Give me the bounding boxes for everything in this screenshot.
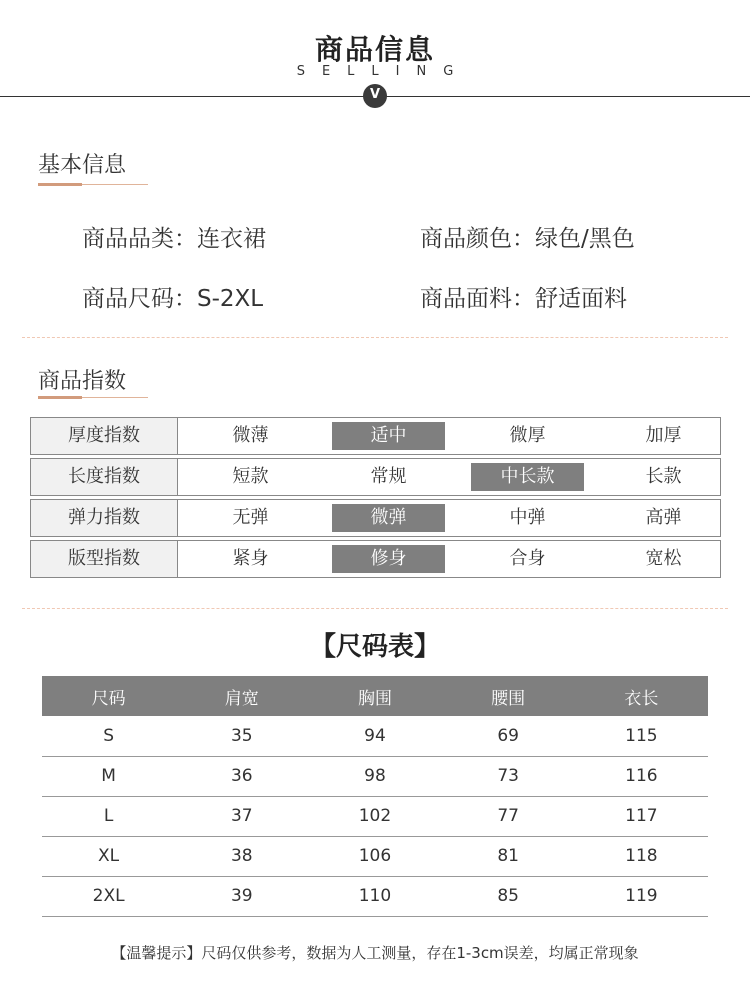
table-cell: 37 (175, 796, 308, 836)
info-category: 商品品类：连衣裙 (82, 226, 266, 252)
size-chart-header: 肩宽 (175, 676, 308, 716)
info-fabric-value: 舒适面料 (535, 286, 627, 312)
index-option: 紧身 (232, 548, 269, 569)
index-row (30, 499, 721, 537)
index-row-label: 版型指数 (31, 541, 178, 577)
table-cell: 38 (175, 836, 308, 876)
index-option-selected: 适中 (332, 422, 445, 450)
table-cell: 85 (442, 876, 575, 916)
table-cell: 106 (308, 836, 441, 876)
table-cell: 94 (308, 716, 441, 756)
table-cell: 69 (442, 716, 575, 756)
index-option: 长款 (645, 466, 682, 487)
basic-info-underline (38, 184, 148, 185)
size-chart-table (42, 676, 708, 917)
info-size: 商品尺码：S-2XL (82, 286, 264, 312)
info-color: 商品颜色：绿色/黑色 (420, 226, 635, 252)
info-category-value: 连衣裙 (197, 226, 266, 252)
index-row-label: 长度指数 (31, 459, 178, 495)
table-cell: 98 (308, 756, 441, 796)
index-option: 常规 (370, 466, 407, 487)
index-row (30, 417, 721, 455)
table-cell: 35 (175, 716, 308, 756)
index-row-label: 厚度指数 (31, 418, 178, 454)
table-cell: 39 (175, 876, 308, 916)
index-row-label: 弹力指数 (31, 500, 178, 536)
table-cell: 117 (575, 796, 708, 836)
info-size-value: S-2XL (197, 286, 264, 312)
table-cell: XL (42, 836, 175, 876)
chevron-badge-icon: V (363, 84, 387, 108)
size-chart-header: 尺码 (42, 676, 175, 716)
footer-note: 【温馨提示】尺码仅供参考，数据为人工测量，存在1-3cm误差，均属正常现象 (111, 944, 639, 962)
size-chart-title: 【尺码表】 (309, 632, 440, 662)
page-subtitle: SELLING (296, 64, 471, 79)
info-color-value: 绿色/黑色 (535, 226, 635, 252)
table-cell: 81 (442, 836, 575, 876)
section-divider (22, 608, 728, 609)
table-cell: 2XL (42, 876, 175, 916)
table-row (42, 836, 708, 876)
table-cell: 118 (575, 836, 708, 876)
section-divider (22, 337, 728, 338)
table-row (42, 876, 708, 916)
index-underline (38, 397, 148, 398)
table-cell: 110 (308, 876, 441, 916)
table-cell: 119 (575, 876, 708, 916)
size-chart-header: 衣长 (575, 676, 708, 716)
table-cell: L (42, 796, 175, 836)
index-option-selected: 微弹 (332, 504, 445, 532)
index-option: 微薄 (232, 425, 269, 446)
index-option: 无弹 (232, 507, 269, 528)
index-row (30, 540, 721, 578)
info-fabric: 商品面料：舒适面料 (420, 286, 627, 312)
index-option: 短款 (232, 466, 269, 487)
table-cell: 116 (575, 756, 708, 796)
index-option: 加厚 (645, 425, 682, 446)
index-option: 宽松 (645, 548, 682, 569)
table-cell: S (42, 716, 175, 756)
index-option: 微厚 (509, 425, 546, 446)
basic-info-title: 基本信息 (38, 153, 127, 178)
index-option-selected: 中长款 (471, 463, 584, 491)
index-title: 商品指数 (38, 369, 127, 394)
table-row (42, 716, 708, 756)
size-chart-header: 腰围 (442, 676, 575, 716)
info-category-label: 商品品类 (82, 226, 174, 252)
info-size-label: 商品尺码 (82, 286, 174, 312)
info-color-label: 商品颜色 (420, 226, 512, 252)
page-title: 商品信息 (314, 33, 435, 66)
table-cell: M (42, 756, 175, 796)
index-option: 高弹 (645, 507, 682, 528)
table-cell: 102 (308, 796, 441, 836)
info-fabric-label: 商品面料 (420, 286, 512, 312)
table-cell: 77 (442, 796, 575, 836)
index-option-selected: 修身 (332, 545, 445, 573)
table-row (42, 756, 708, 796)
table-cell: 115 (575, 716, 708, 756)
size-chart-header: 胸围 (308, 676, 441, 716)
table-cell: 73 (442, 756, 575, 796)
table-row (42, 796, 708, 836)
index-option: 合身 (509, 548, 546, 569)
index-option: 中弹 (509, 507, 546, 528)
index-row (30, 458, 721, 496)
table-cell: 36 (175, 756, 308, 796)
